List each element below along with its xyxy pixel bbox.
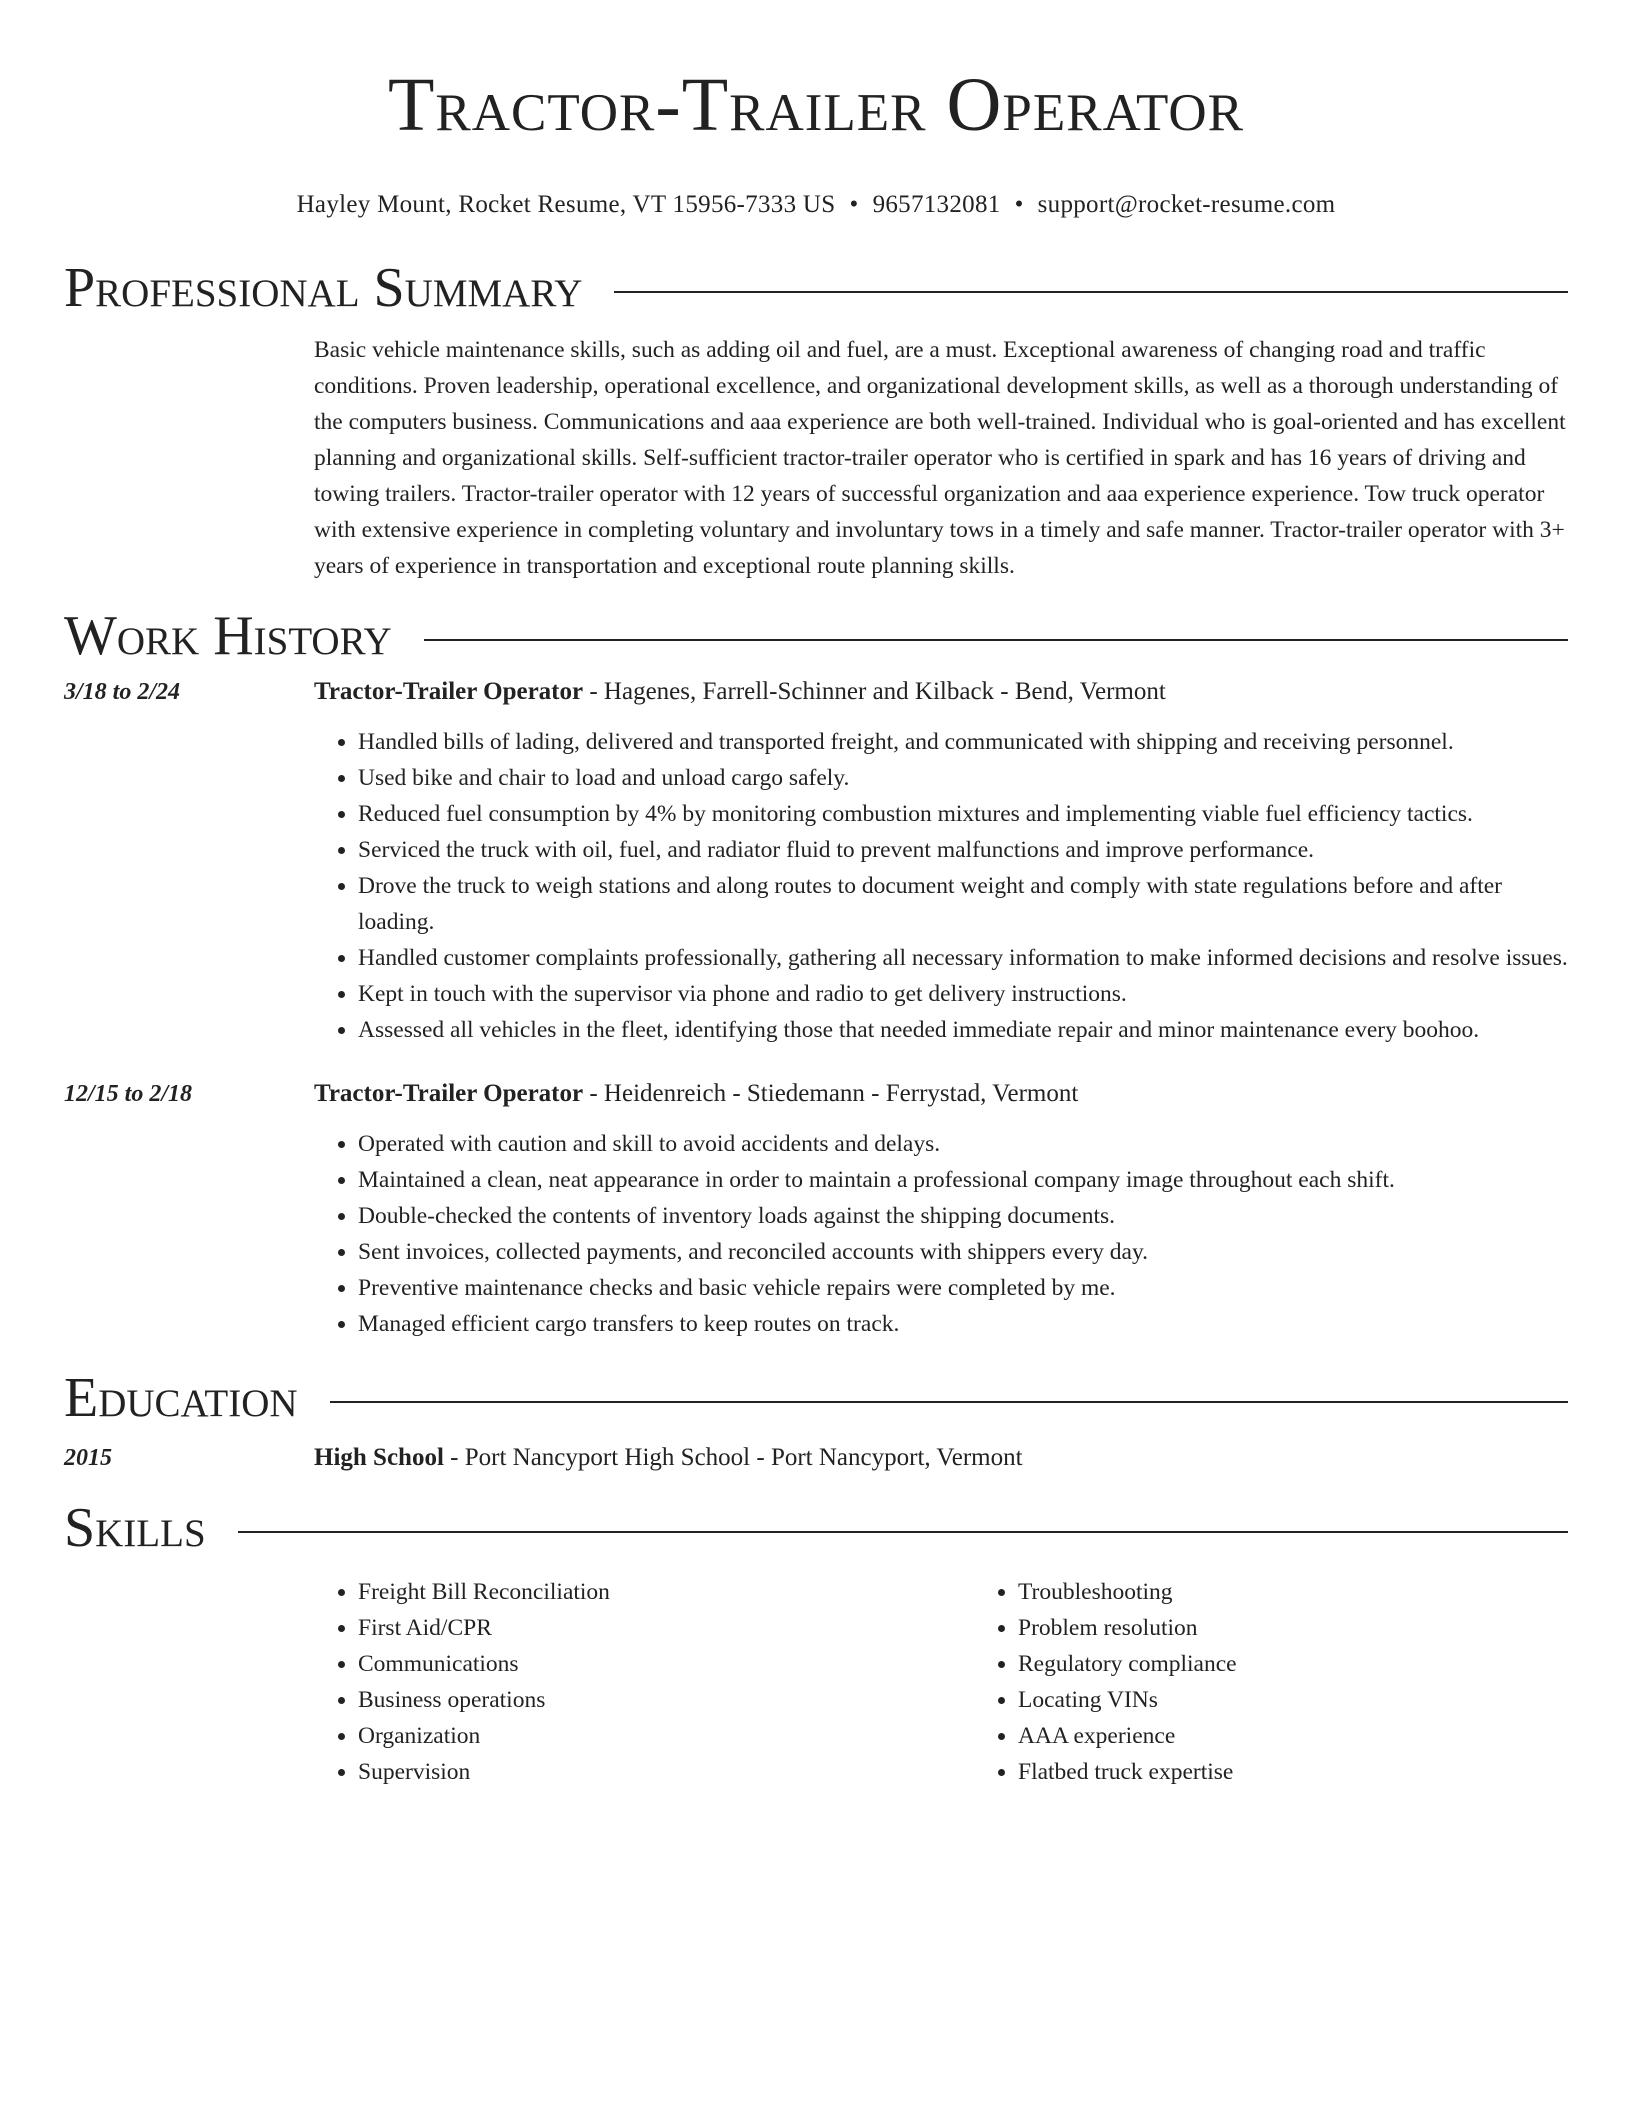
- job-bullet: • Maintained a clean, neat appearance in order to maintain a professional company image throughout each shift.: [358, 1162, 1568, 1198]
- skill-item: • Communications: [358, 1646, 974, 1682]
- job-left-spacer: [64, 1126, 314, 1342]
- job-header-row: [64, 1078, 1568, 1110]
- skill-item: • Locating VINs: [1018, 1682, 1632, 1718]
- education-year: 2015: [64, 1445, 112, 1471]
- job-entry: [64, 676, 1568, 1048]
- skill-item: • Regulatory compliance: [1018, 1646, 1632, 1682]
- job-line: [314, 676, 1568, 708]
- contact-phone: 9657132081: [872, 191, 1001, 218]
- education-row: [64, 1442, 1568, 1474]
- work-section-title: Work History: [64, 605, 392, 667]
- skill-item: • Problem resolution: [1018, 1610, 1632, 1646]
- job-bullet: • Managed efficient cargo transfers to keep routes on track.: [358, 1306, 1568, 1342]
- skills-left-spacer: [64, 1574, 314, 1790]
- job-dates: 3/18 to 2/24: [64, 679, 181, 705]
- contact-email: support@rocket-resume.com: [1037, 191, 1336, 218]
- work-section-header: [64, 606, 1568, 666]
- skill-item: • Troubleshooting: [1018, 1574, 1632, 1610]
- job-bullet: • Handled bills of lading, delivered and transported freight, and communicated with shipping and receiving personnel.: [358, 724, 1568, 760]
- skill-item: • AAA experience: [1018, 1718, 1632, 1754]
- job-left-spacer: [64, 724, 314, 1048]
- education-section-header: [64, 1368, 1568, 1428]
- skills-row: [64, 1574, 1568, 1790]
- job-dates: 12/15 to 2/18: [64, 1081, 193, 1107]
- skill-item: • Business operations: [358, 1682, 974, 1718]
- job-bullet: • Drove the truck to weigh stations and along routes to document weight and comply with state regulations before and after loading.: [358, 868, 1568, 940]
- job-line: [314, 1078, 1568, 1110]
- job-bullet: • Handled customer complaints professionally, gathering all necessary information to make informed decisions and resolve issues.: [358, 940, 1568, 976]
- job-details: - Hagenes, Farrell-Schinner and Kilback - Bend, Vermont: [583, 678, 1166, 705]
- contact-separator: •: [849, 191, 859, 218]
- skills-section-title: Skills: [64, 1497, 206, 1559]
- section-divider: [238, 1531, 1568, 1533]
- contact-line: [64, 190, 1568, 220]
- summary-section-header: [64, 258, 1568, 318]
- job-title: Tractor-Trailer Operator: [314, 678, 584, 705]
- summary-text: Basic vehicle maintenance skills, such as adding oil and fuel, are a must. Exceptional awareness of changing road and traffic conditions. Proven leadership, operational excellence, and organizational development skills, as well as a thorough understanding of the computers business. Communications and aaa experience are both well-trained. Individual who is goal-oriented and has excellent planning and organizational skills. Self-sufficient tractor-trailer operator who is certified in spark and has 16 years of driving and towing trailers. Tractor-trailer operator with 12 years of successful organization and aaa experience experience. Tow truck operator with extensive experience in completing voluntary and involuntary tows in a timely and safe manner. Tractor-trailer operator with 3+ years of experience in transportation and exceptional route planning skills.: [314, 337, 1566, 579]
- job-bullet: • Preventive maintenance checks and basic vehicle repairs were completed by me.: [358, 1270, 1568, 1306]
- skill-item: • Supervision: [358, 1754, 974, 1790]
- job-details: - Heidenreich - Stiedemann - Ferrystad, Vermont: [583, 1080, 1079, 1107]
- job-bullets-row: [64, 724, 1568, 1048]
- section-divider: [330, 1401, 1568, 1403]
- summary-section-title: Professional Summary: [64, 257, 583, 319]
- summary-row: [64, 332, 1568, 584]
- job-bullet: • Operated with caution and skill to avoid accidents and delays.: [358, 1126, 1568, 1162]
- section-divider: [614, 291, 1568, 293]
- skills-list-left: [314, 1574, 974, 1790]
- job-bullet-list: [314, 724, 1568, 1048]
- contact-separator: •: [1014, 191, 1024, 218]
- education-section-title: Education: [64, 1367, 298, 1429]
- job-bullet: • Sent invoices, collected payments, and reconciled accounts with shippers every day.: [358, 1234, 1568, 1270]
- job-bullet: • Used bike and chair to load and unload cargo safely.: [358, 760, 1568, 796]
- job-bullet-list: [314, 1126, 1568, 1342]
- skill-item: • Freight Bill Reconciliation: [358, 1574, 974, 1610]
- job-title: Tractor-Trailer Operator: [314, 1080, 584, 1107]
- job-bullets-row: [64, 1126, 1568, 1342]
- job-bullet: • Assessed all vehicles in the fleet, identifying those that needed immediate repair and minor maintenance every boohoo.: [358, 1012, 1568, 1048]
- job-bullet: • Double-checked the contents of inventory loads against the shipping documents.: [358, 1198, 1568, 1234]
- section-divider: [424, 639, 1568, 641]
- education-degree: High School: [314, 1444, 444, 1471]
- job-bullet: • Kept in touch with the supervisor via phone and radio to get delivery instructions.: [358, 976, 1568, 1012]
- job-entry: [64, 1078, 1568, 1342]
- candidate-name: Tractor-Trailer Operator: [387, 63, 1245, 147]
- skills-section-header: [64, 1498, 1568, 1558]
- skill-item: • Organization: [358, 1718, 974, 1754]
- skills-list-right: [974, 1574, 1632, 1790]
- skill-item: • Flatbed truck expertise: [1018, 1754, 1632, 1790]
- contact-address: Hayley Mount, Rocket Resume, VT 15956-7333 US: [296, 191, 836, 218]
- skills-grid: [314, 1574, 1632, 1790]
- skill-item: • First Aid/CPR: [358, 1610, 974, 1646]
- job-header-row: [64, 676, 1568, 708]
- education-details: - Port Nancyport High School - Port Nancyport, Vermont: [443, 1444, 1023, 1471]
- education-line: [314, 1442, 1568, 1474]
- job-bullet: • Reduced fuel consumption by 4% by monitoring combustion mixtures and implementing viable fuel efficiency tactics.: [358, 796, 1568, 832]
- job-bullet: • Serviced the truck with oil, fuel, and radiator fluid to prevent malfunctions and improve performance.: [358, 832, 1568, 868]
- summary-left-spacer: [64, 332, 314, 584]
